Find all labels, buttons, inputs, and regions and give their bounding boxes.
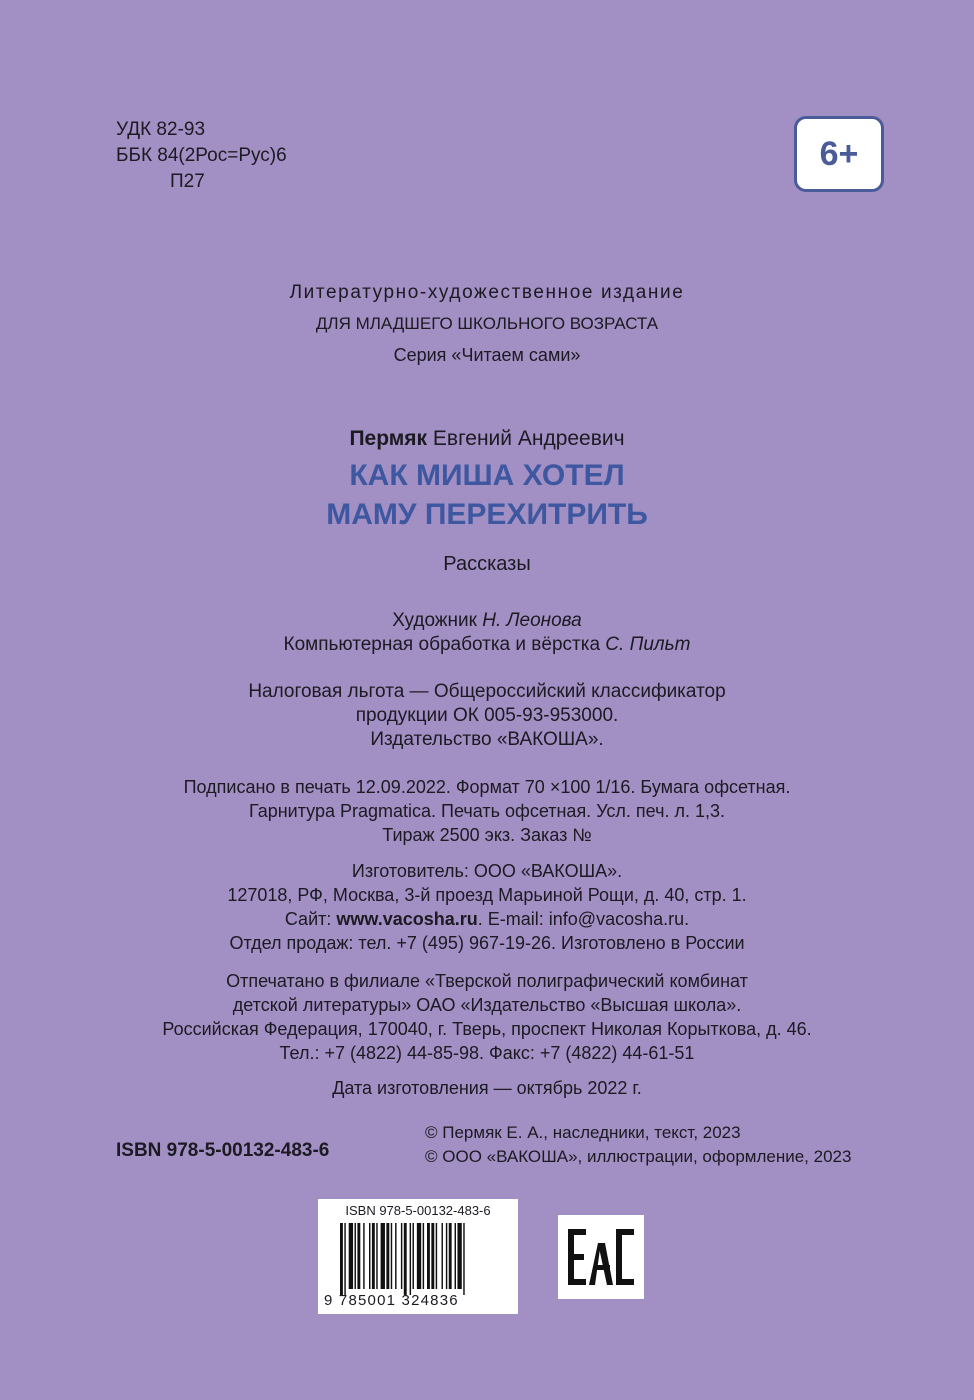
site-label: Сайт: bbox=[284, 909, 332, 929]
print-line: Тираж 2500 экз. Заказ № bbox=[382, 825, 592, 845]
edition-kind: Литературно-художественное издание bbox=[289, 282, 685, 303]
manufacturer-info bbox=[0, 859, 974, 955]
barcode-isbn-label: ISBN 978-5-00132-483-6 bbox=[345, 1203, 491, 1218]
site-link[interactable]: www.vacosha.ru bbox=[336, 909, 478, 929]
layout-name: С. Пильт bbox=[605, 634, 691, 655]
tax-info bbox=[0, 680, 974, 752]
copyright-line: © ООО «ВАКОША», иллюстрации, оформление, 2023 bbox=[425, 1147, 852, 1166]
credits-block bbox=[0, 609, 974, 657]
eac-mark bbox=[558, 1215, 644, 1299]
printer-info bbox=[0, 969, 974, 1065]
printer-line: Российская Федерация, 170040, г. Тверь, проспект Николая Корыткова, д. 46. bbox=[162, 1019, 812, 1039]
manufacture-date: Дата изготовления — октябрь 2022 г. bbox=[332, 1078, 642, 1098]
author-given-names: Евгений Андреевич bbox=[432, 427, 625, 450]
copyright-line: © Пермяк Е. А., наследники, текст, 2023 bbox=[425, 1123, 741, 1142]
genre-line: Рассказы bbox=[443, 553, 531, 575]
layout-credit bbox=[0, 633, 974, 657]
age-rating-text: 6+ bbox=[819, 134, 859, 173]
artist-credit bbox=[0, 609, 974, 633]
layout-label: Компьютерная обработка и вёрстка bbox=[283, 634, 601, 655]
manufacturer-address: 127018, РФ, Москва, 3-й проезд Марьиной Рощи, д. 40, стр. 1. bbox=[227, 885, 747, 905]
bbk-code: ББК 84(2Рос=Рус)6 bbox=[116, 145, 287, 166]
tax-line: Издательство «ВАКОША». bbox=[370, 729, 604, 750]
artist-name: Н. Леонова bbox=[482, 610, 582, 631]
isbn-barcode bbox=[318, 1199, 518, 1314]
udk-code: УДК 82-93 bbox=[116, 119, 206, 140]
book-title-line-2: МАМУ ПЕРЕХИТРИТЬ bbox=[326, 498, 648, 531]
artist-label: Художник bbox=[392, 610, 477, 631]
tax-line: продукции ОК 005-93-953000. bbox=[355, 705, 619, 726]
manufacturer-web bbox=[0, 907, 974, 931]
tax-line: Налоговая льгота — Общероссийский классификатор bbox=[248, 681, 726, 702]
email-text: . E-mail: info@vacosha.ru. bbox=[477, 909, 690, 929]
author-line bbox=[0, 427, 974, 451]
printer-line: Отпечатано в филиале «Тверской полиграфический комбинат bbox=[226, 971, 748, 991]
manufacturer-line: Изготовитель: ООО «ВАКОША». bbox=[351, 861, 623, 881]
copyright-block bbox=[425, 1121, 851, 1169]
author-surname: Пермяк bbox=[349, 427, 428, 450]
sales-line: Отдел продаж: тел. +7 (495) 967-19-26. Изготовлено в России bbox=[229, 933, 745, 953]
barcode-number: 9 785001 324836 bbox=[324, 1292, 459, 1309]
printer-line: Тел.: +7 (4822) 44-85-98. Факс: +7 (4822) 44-61-51 bbox=[279, 1043, 695, 1063]
author-mark: П27 bbox=[170, 171, 205, 192]
print-line: Гарнитура Pragmatica. Печать офсетная. Усл. печ. л. 1,3. bbox=[248, 801, 725, 821]
printer-line: детской литературы» ОАО «Издательство «Высшая школа». bbox=[232, 995, 742, 1015]
eac-logo-icon bbox=[558, 1215, 644, 1299]
series-line: Серия «Читаем сами» bbox=[393, 345, 581, 365]
isbn-text: ISBN 978-5-00132-483-6 bbox=[116, 1140, 330, 1161]
classification-codes bbox=[116, 117, 287, 195]
age-rating-badge bbox=[794, 116, 884, 192]
book-title-line-1: КАК МИША ХОТЕЛ bbox=[349, 459, 625, 492]
audience-line: ДЛЯ МЛАДШЕГО ШКОЛЬНОГО ВОЗРАСТА bbox=[315, 314, 659, 333]
print-info bbox=[0, 775, 974, 847]
print-line: Подписано в печать 12.09.2022. Формат 70 ×100 1/16. Бумага офсетная. bbox=[183, 777, 791, 797]
